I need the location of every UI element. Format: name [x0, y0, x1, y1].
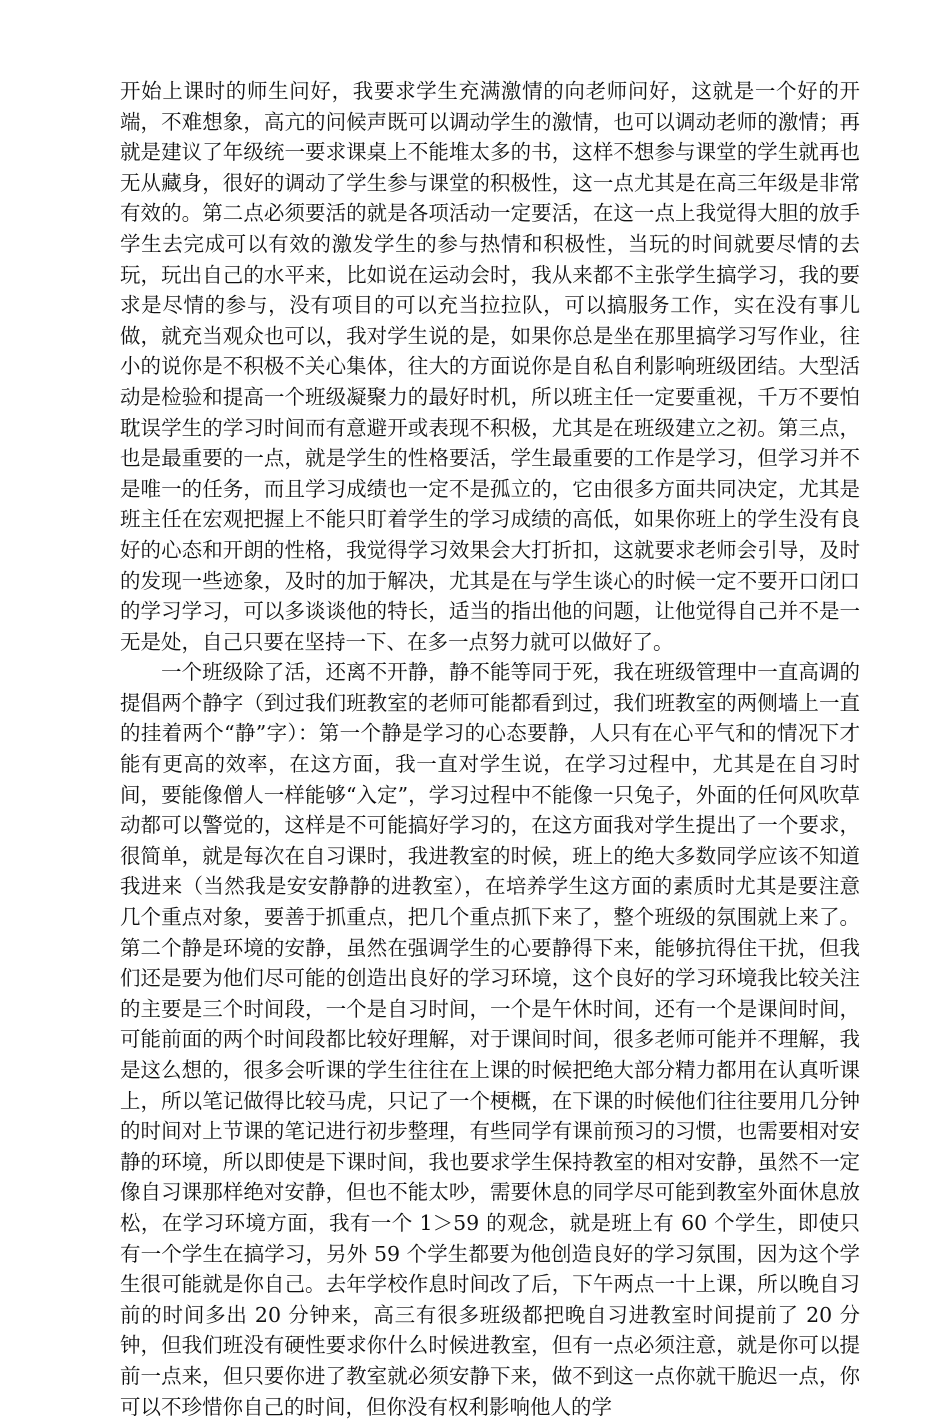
body-paragraph: 开始上课时的师生问好，我要求学生充满激情的向老师问好，这就是一个好的开端，不难想象，高亢的问候声既可以调动学生的激情，也可以调动老师的激情；再就是建议了年级统一要求课桌上不能堆太多的书，这样不想参与课堂的学生就再也无从藏身，很好的调动了学生参与课堂的积极性，这一点尤其是在高三年级是非常有效的。第二点必须要活的就是各项活动一定要活，在这一点上我觉得大胆的放手学生去完成可以有效的激发学生的参与热情和积极性，当玩的时间就要尽情的去玩，玩出自己的水平来，比如说在运动会时，我从来都不主张学生搞学习，我的要求是尽情的参与，没有项目的可以充当拉拉队，可以搞服务工作，实在没有事儿做，就充当观众也可以，我对学生说的是，如果你总是坐在那里搞学习写作业，往小的说你是不积极不关心集体，往大的方面说你是自私自利影响班级团结。大型活动是检验和提高一个班级凝聚力的最好时机，所以班主任一定要重视，千万不要怕耽误学生的学习时间而有意避开或表现不积极，尤其是在班级建立之初。第三点，也是最重要的一点，就是学生的性格要活，学生最重要的工作是学习，但学习并不是唯一的任务，而且学习成绩也一定不是孤立的，它由很多方面共同决定，尤其是班主任在宏观把握上不能只盯着学生的学习成绩的高低，如果你班上的学生没有良好的心态和开朗的性格，我觉得学习效果会大打折扣，这就要求老师会引导，及时的发现一些迹象，及时的加于解决，尤其是在与学生谈心的时候一定不要开口闭口的学习学习，可以多谈谈他的特长，适当的指出他的问题，让他觉得自己并不是一无是处，自己只要在坚持一下、在多一点努力就可以做好了。: [120, 79, 860, 654]
document-page: [120, 76, 860, 1422]
body-paragraph: 一个班级除了活，还离不开静，静不能等同于死，我在班级管理中一直高调的提倡两个静字（到过我们班教室的老师可能都看到过，我们班教室的两侧墙上一直的挂着两个“静”字）：第一个静是学习的心态要静，人只有在心平气和的情况下才能有更高的效率，在这方面，我一直对学生说，在学习过程中，尤其是在自习时间，要能像僧人一样能够“入定”，学习过程中不能像一只兔子，外面的任何风吹草动都可以警觉的，这样是不可能搞好学习的，在这方面我对学生提出了一个要求，很简单，就是每次在自习课时，我进教室的时候，班上的绝大多数同学应该不知道我进来（当然我是安安静静的进教室），在培养学生这方面的素质时尤其是要注意几个重点对象，要善于抓重点，把几个重点抓下来了，整个班级的氛围就上来了。第二个静是环境的安静，虽然在强调学生的心要静得下来，能够抗得住干扰，但我们还是要为他们尽可能的创造出良好的学习环境，这个良好的学习环境我比较关注的主要是三个时间段，一个是自习时间，一个是午休时间，还有一个是课间时间，可能前面的两个时间段都比较好理解，对于课间时间，很多老师可能并不理解，我是这么想的，很多会听课的学生往往在上课的时候把绝大部分精力都用在认真听课上，所以笔记做得比较马虎，只记了一个梗概，在下课的时候他们往往要用几分钟的时间对上节课的笔记进行初步整理，有些同学有课前预习的习惯，也需要相对安静的环境，所以即使是下课时间，我也要求学生保持教室的相对安静，虽然不一定像自习课那样绝对安静，但也不能太吵，需要休息的同学尽可能到教室外面休息放松，在学习环境方面，我有一个 1＞59 的观念，就是班上有 60 个学生，即使只有一个学生在搞学习，另外 59 个学生都要为他创造良好的学习氛围，因为这个学生很可能就是你自己。去年学校作息时间改了后，下午两点一十上课，所以晚自习前的时间多出 20 分钟来，高三有很多班级都把晚自习进教室时间提前了 20 分钟，但我们班没有硬性要求你什么时候进教室，但有一点必须注意，就是你可以提前一点来，但只要你进了教室就必须安静下来，做不到这一点你就干脆迟一点，你可以不珍惜你自己的时间，但你没有权利影响他人的学: [120, 660, 860, 1419]
